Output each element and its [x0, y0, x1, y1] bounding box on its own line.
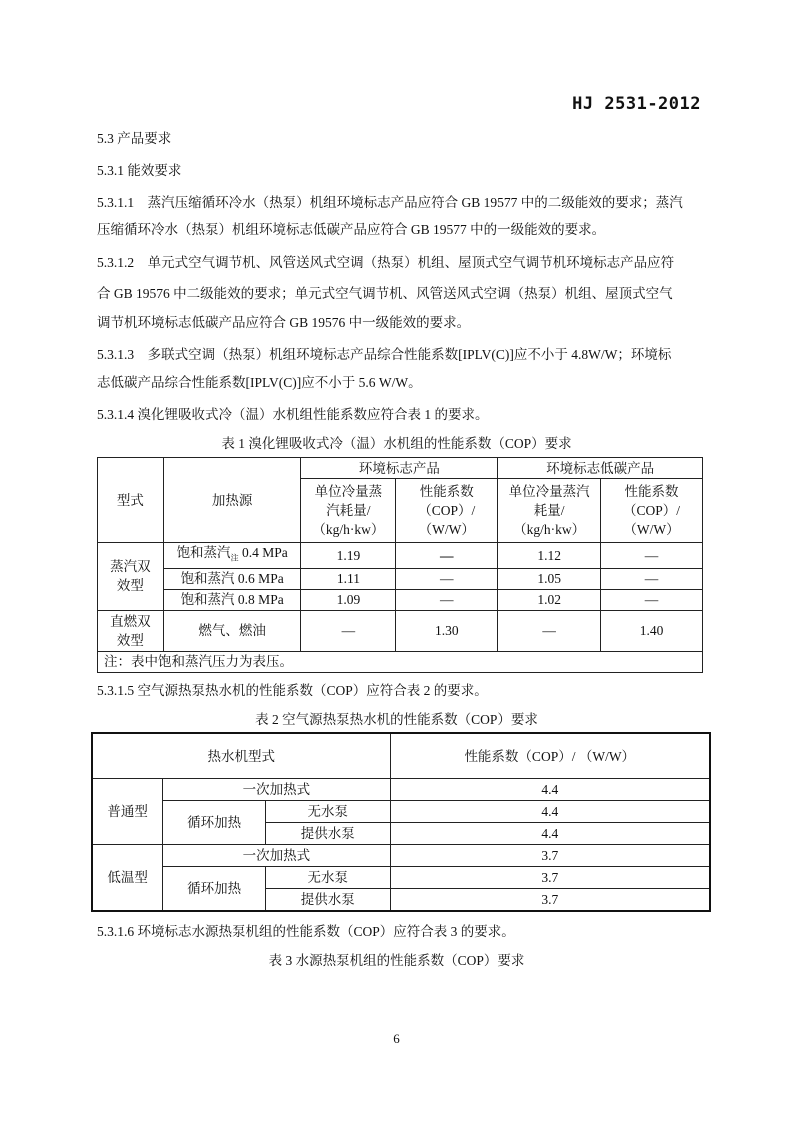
- t1-header-steam-low: 单位冷量蒸汽 耗量/ （kg/h·kw）: [498, 479, 601, 543]
- t1-row4-source: 燃气、燃油: [163, 610, 301, 651]
- t1-header-source: 加热源: [163, 458, 301, 543]
- t1-row4-v2: 1.30: [396, 610, 498, 651]
- section-5-3-1-1-line1: 5.3.1.1 蒸汽压缩循环冷水（热泵）机组环境标志产品应符合 GB 19577 中的二级能效的要求；蒸汽: [97, 195, 683, 210]
- t1-row3-v3: 1.02: [498, 589, 601, 610]
- t2-group-normal: 普通型: [92, 779, 163, 845]
- t1-row1-v4: —: [601, 543, 703, 569]
- t2-normal-pump-value: 4.4: [390, 823, 710, 845]
- t2-normal-nopump: 无水泵: [265, 801, 390, 823]
- t1-header-steam-eco: 单位冷量蒸 汽耗量/ （kg/h·kw）: [301, 479, 396, 543]
- table1-caption: 表 1 溴化锂吸收式冷（温）水机组的性能系数（COP）要求: [221, 436, 572, 451]
- t1-row3-v2: —: [396, 589, 498, 610]
- t2-normal-nopump-value: 4.4: [390, 801, 710, 823]
- table1: [97, 457, 703, 673]
- t1-row1-source: 饱和蒸汽$_注$ 0.4 MPa: [163, 543, 301, 569]
- t2-low-pump-value: 3.7: [390, 889, 710, 912]
- table3-caption: 表 3 水源热泵机组的性能系数（COP）要求: [268, 953, 525, 968]
- t1-row1-v1: 1.19: [301, 543, 396, 569]
- t2-normal-cycle: 循环加热: [163, 801, 266, 845]
- t2-normal-once-value: 4.4: [390, 779, 710, 801]
- t1-row3-source: 饱和蒸汽 0.8 MPa: [163, 589, 301, 610]
- section-5-3-1: 5.3.1 能效要求: [97, 163, 182, 178]
- t2-low-once-value: 3.7: [390, 845, 710, 867]
- section-5-3-1-5: 5.3.1.5 空气源热泵热水机的性能系数（COP）应符合表 2 的要求。: [97, 683, 488, 698]
- t1-row4-v1: —: [301, 610, 396, 651]
- t1-row2-v2: —: [396, 568, 498, 589]
- t1-header-type: 型式: [98, 458, 164, 543]
- t1-header-eco: 环境标志产品: [301, 458, 498, 479]
- t1-group-steam: 蒸汽双 效型: [98, 543, 164, 611]
- t2-low-cycle: 循环加热: [163, 867, 266, 912]
- t2-normal-once: 一次加热式: [163, 779, 390, 801]
- t1-row1-v3: 1.12: [498, 543, 601, 569]
- section-5-3: 5.3 产品要求: [97, 131, 172, 146]
- t1-group-direct: 直燃双 效型: [98, 610, 164, 651]
- section-5-3-1-3-line1: 5.3.1.3 多联式空调（热泵）机组环境标志产品综合性能系数[IPLV(C)]应不小于 4.8W/W；环境标: [97, 347, 672, 362]
- t1-note: 注：表中饱和蒸汽压力为表压。: [98, 651, 703, 672]
- t1-row3-v1: 1.09: [301, 589, 396, 610]
- t2-header-cop: 性能系数（COP）/ （W/W）: [390, 733, 710, 779]
- table2: [91, 732, 711, 912]
- t1-header-cop-eco: 性能系数 （COP）/ （W/W）: [396, 479, 498, 543]
- document-code: HJ 2531-2012: [572, 94, 701, 114]
- page-number: 6: [393, 1031, 400, 1046]
- t2-low-pump: 提供水泵: [265, 889, 390, 912]
- t1-row3-v4: —: [601, 589, 703, 610]
- table2-caption: 表 2 空气源热泵热水机的性能系数（COP）要求: [255, 712, 538, 727]
- t2-group-low: 低温型: [92, 845, 163, 912]
- t1-row1-v2: —: [396, 543, 498, 569]
- section-5-3-1-2-line1: 5.3.1.2 单元式空气调节机、风管送风式空调（热泵）机组、屋顶式空气调节机环境标志产品应符: [97, 255, 675, 270]
- t1-header-cop-low: 性能系数 （COP）/ （W/W）: [601, 479, 703, 543]
- section-5-3-1-4: 5.3.1.4 溴化锂吸收式冷（温）水机组性能系数应符合表 1 的要求。: [97, 407, 489, 422]
- t2-low-nopump: 无水泵: [265, 867, 390, 889]
- t2-normal-pump: 提供水泵: [265, 823, 390, 845]
- t2-header-model: 热水机型式: [92, 733, 390, 779]
- t2-low-nopump-value: 3.7: [390, 867, 710, 889]
- t1-row4-v4: 1.40: [601, 610, 703, 651]
- section-5-3-1-2-line2: 合 GB 19576 中二级能效的要求；单元式空气调节机、风管送风式空调（热泵）机组、屋顶式空气: [97, 286, 673, 301]
- t1-row2-v1: 1.11: [301, 568, 396, 589]
- section-5-3-1-1-line2: 压缩循环冷水（热泵）机组环境标志低碳产品应符合 GB 19577 中的一级能效的要求。: [97, 222, 606, 237]
- section-5-3-1-6: 5.3.1.6 环境标志水源热泵机组的性能系数（COP）应符合表 3 的要求。: [97, 924, 515, 939]
- t1-row4-v3: —: [498, 610, 601, 651]
- section-5-3-1-2-line3: 调节机环境标志低碳产品应符合 GB 19576 中一级能效的要求。: [97, 315, 471, 330]
- t1-row2-source: 饱和蒸汽 0.6 MPa: [163, 568, 301, 589]
- t1-row2-v3: 1.05: [498, 568, 601, 589]
- t1-row2-v4: —: [601, 568, 703, 589]
- t1-header-lowcarbon: 环境标志低碳产品: [498, 458, 703, 479]
- t2-low-once: 一次加热式: [163, 845, 390, 867]
- section-5-3-1-3-line2: 志低碳产品综合性能系数[IPLV(C)]应不小于 5.6 W/W。: [97, 375, 422, 390]
